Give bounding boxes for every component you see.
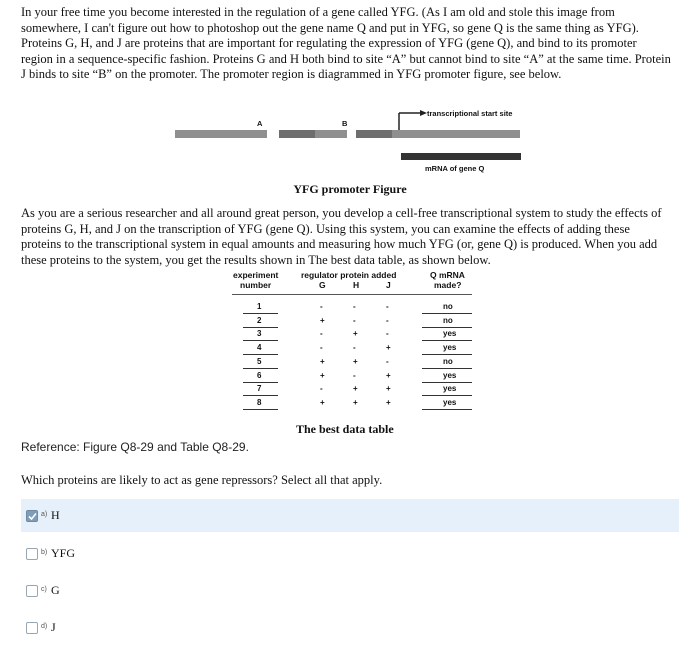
- checkbox-checked-icon[interactable]: [26, 510, 38, 522]
- answer-option[interactable]: [21, 537, 679, 570]
- cell-q-mrna: no: [443, 302, 453, 311]
- row-divider: [243, 409, 278, 410]
- table-caption: The best data table: [296, 422, 394, 436]
- cell-g: -: [320, 302, 323, 311]
- cell-j: -: [386, 329, 389, 339]
- cell-h: -: [353, 302, 356, 311]
- cell-h: +: [353, 384, 358, 394]
- cell-g: +: [320, 370, 325, 380]
- cell-j: +: [386, 384, 391, 394]
- cell-q-mrna: yes: [443, 329, 457, 339]
- answer-option[interactable]: [21, 611, 679, 644]
- col-header-g: G: [319, 280, 326, 290]
- col-header-experiment: experiment: [233, 270, 279, 280]
- col-header-number: number: [240, 280, 272, 290]
- row-divider: [422, 340, 472, 341]
- tss-label: transcriptional start site: [427, 109, 513, 118]
- cell-h: +: [353, 329, 358, 339]
- col-header-regulator: regulator protein added: [301, 270, 397, 280]
- cell-q-mrna: yes: [443, 343, 457, 353]
- col-header-q: Q mRNA: [430, 270, 465, 280]
- site-a-box: [279, 130, 315, 138]
- tss-arrow-icon: [398, 108, 428, 132]
- cell-q-mrna: no: [443, 315, 453, 325]
- row-number: 4: [257, 343, 262, 353]
- col-header-j: J: [386, 280, 391, 290]
- col-header-h: H: [353, 280, 360, 290]
- cell-j: -: [386, 356, 389, 366]
- option-label: J: [51, 620, 56, 634]
- cell-g: +: [320, 397, 325, 407]
- cell-q-mrna: no: [443, 356, 453, 366]
- row-divider: [243, 382, 278, 383]
- cell-q-mrna: yes: [443, 384, 457, 394]
- row-divider: [243, 368, 278, 369]
- cell-h: +: [353, 356, 358, 366]
- site-a-label: A: [257, 119, 263, 128]
- row-number: 7: [257, 384, 262, 394]
- site-b-label: B: [342, 119, 348, 128]
- cell-j: -: [386, 315, 389, 325]
- row-divider: [243, 395, 278, 396]
- row-divider: [422, 354, 472, 355]
- reference-text: Reference: Figure Q8-29 and Table Q8-29.: [21, 440, 249, 454]
- cell-g: -: [320, 384, 323, 394]
- mrna-label: mRNA of gene Q: [425, 164, 485, 173]
- row-divider: [422, 327, 472, 328]
- row-divider: [243, 313, 278, 314]
- col-header-made: made?: [434, 280, 462, 290]
- cell-j: -: [386, 302, 389, 311]
- checkbox-icon[interactable]: [26, 585, 38, 597]
- cell-j: +: [386, 343, 391, 353]
- checkbox-icon[interactable]: [26, 622, 38, 634]
- row-number: 2: [257, 315, 262, 325]
- cell-q-mrna: yes: [443, 370, 457, 380]
- option-letter: d): [41, 623, 48, 630]
- cell-j: +: [386, 397, 391, 407]
- row-number: 6: [257, 370, 262, 380]
- cell-h: -: [353, 343, 356, 353]
- site-b-box: [356, 130, 392, 138]
- answer-option[interactable]: [21, 499, 679, 532]
- cell-q-mrna: yes: [443, 397, 457, 407]
- cell-g: -: [320, 343, 323, 353]
- data-table: [0, 270, 700, 440]
- question-text: Which proteins are likely to act as gene repressors? Select all that apply.: [21, 473, 383, 487]
- header-rule: [232, 294, 472, 295]
- option-letter: c): [41, 586, 47, 593]
- cell-g: +: [320, 356, 325, 366]
- promoter-segment: [315, 130, 347, 138]
- cell-h: -: [353, 370, 356, 380]
- row-divider: [422, 313, 472, 314]
- row-divider: [422, 368, 472, 369]
- option-label: YFG: [51, 546, 76, 560]
- checkbox-icon[interactable]: [26, 548, 38, 560]
- row-number: 3: [257, 329, 262, 339]
- row-divider: [243, 340, 278, 341]
- row-divider: [422, 382, 472, 383]
- promoter-segment: [175, 130, 267, 138]
- option-label: G: [51, 583, 60, 597]
- cell-g: -: [320, 329, 323, 339]
- intro-paragraph: In your free time you become interested in the regulation of a gene called YFG. (As I am old and stole this image from somewhere, I can't figure out how to photoshop out the gene name Q and put in YFG, so gene Q is the same thing as YFG). Proteins G, H, and J are proteins that are important for regulating the expression of YFG (gene Q), and bind to its promoter region in a sequence-specific fashion. Proteins G and H both bind to site “A” but cannot bind to site “A” at the same time. Protein J binds to site “B” on the promoter. The promoter region is diagrammed in YFG promoter figure, see below.: [21, 5, 671, 82]
- experiment-paragraph: As you are a serious researcher and all around great person, you develop a cell-free transcriptional system to study the effects of proteins G, H, and J on the transcription of YFG (gene Q). Using this system, you can examine the effects of adding these proteins to the transcriptional system in equal amounts and measuring how much YFG (or, gene Q) is produced. When you add these proteins to the system, you get the results shown in The best data table, as shown below.: [21, 206, 662, 267]
- row-number: 8: [257, 397, 262, 407]
- row-number: 5: [257, 356, 262, 366]
- option-label: H: [51, 508, 60, 522]
- cell-j: +: [386, 370, 391, 380]
- option-letter: a): [41, 511, 48, 518]
- option-letter: b): [41, 549, 48, 556]
- row-divider: [422, 395, 472, 396]
- cell-h: -: [353, 315, 356, 325]
- row-divider: [243, 354, 278, 355]
- row-divider: [243, 327, 278, 328]
- promoter-figure: [0, 100, 700, 200]
- row-divider: [422, 409, 472, 410]
- answer-option[interactable]: [21, 574, 679, 607]
- row-number: 1: [257, 302, 262, 311]
- cell-g: +: [320, 315, 325, 325]
- cell-h: +: [353, 397, 358, 407]
- figure-caption: YFG promoter Figure: [293, 182, 407, 196]
- mrna-bar: [401, 153, 521, 160]
